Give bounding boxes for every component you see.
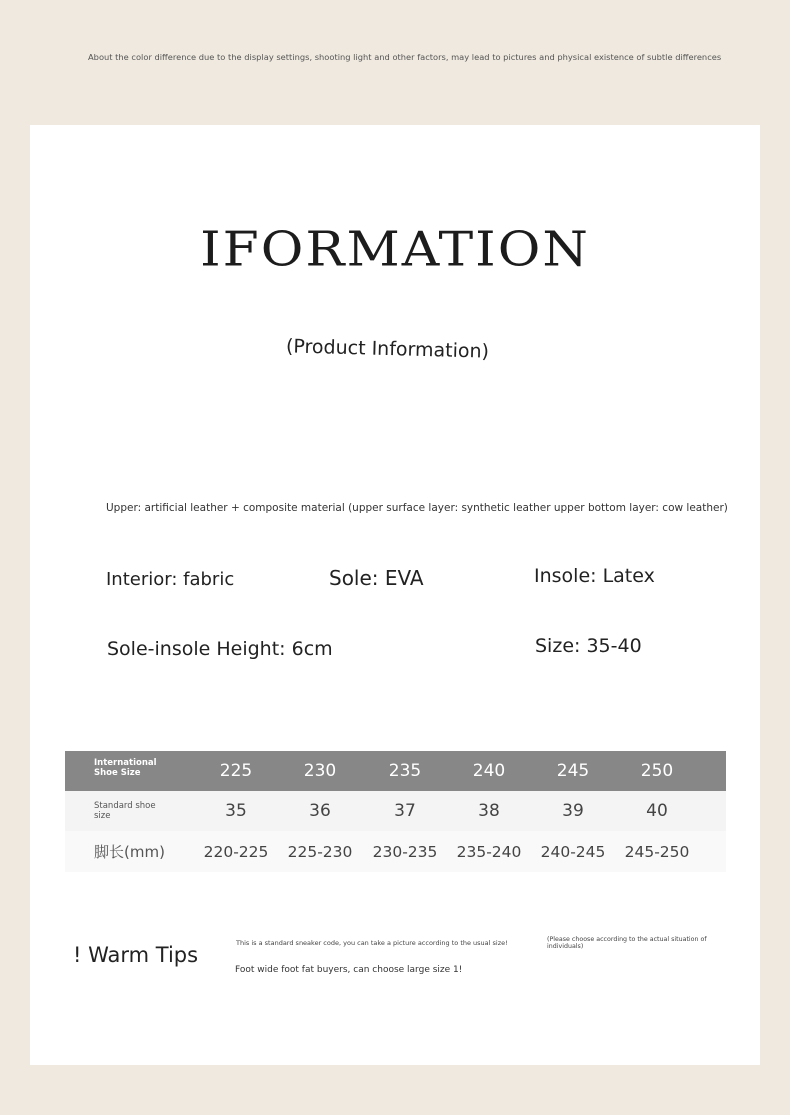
spec-upper: Upper: artificial leather + composite material (upper surface layer: synthetic leather upper bottom layer: cow leather) (106, 502, 728, 514)
size-chart-table (65, 751, 726, 872)
tip-standard-size: This is a standard sneaker code, you can take a picture according to the usual size! (236, 939, 508, 947)
table-cell: 220-225 (203, 842, 269, 861)
table-cell: 240-245 (540, 842, 606, 861)
table-cell: 35 (225, 801, 247, 821)
row-label: International Shoe Size (94, 758, 157, 778)
table-cell: 38 (478, 801, 500, 821)
color-disclaimer: About the color difference due to the display settings, shooting light and other factors, may lead to pictures and physical existence of subtle differences (88, 52, 722, 62)
table-cell: 245-250 (624, 842, 690, 861)
table-row-international (65, 751, 726, 791)
spec-interior: Interior: fabric (106, 569, 235, 590)
table-cell: 39 (562, 801, 584, 821)
row-label: 脚长(mm) (94, 843, 165, 861)
table-cell: 225 (219, 761, 253, 781)
table-cell: 245 (556, 761, 590, 781)
table-cell: 225-230 (287, 842, 353, 861)
table-row-standard (65, 791, 726, 831)
table-cell: 250 (640, 761, 674, 781)
warm-tips-title: ! Warm Tips (73, 943, 199, 967)
table-cell: 240 (472, 761, 506, 781)
spec-sole: Sole: EVA (329, 566, 424, 590)
tip-note: (Please choose according to the actual situation of individuals) (547, 936, 707, 950)
table-cell: 235 (388, 761, 422, 781)
spec-insole: Insole: Latex (534, 565, 655, 587)
tip-wide-foot: Foot wide foot fat buyers, can choose large size 1! (235, 965, 463, 975)
table-cell: 230 (303, 761, 337, 781)
table-cell: 235-240 (456, 842, 522, 861)
spec-height: Sole-insole Height: 6cm (107, 638, 333, 660)
page-title: IFORMATION (200, 222, 590, 278)
table-cell: 230-235 (372, 842, 438, 861)
table-cell: 37 (394, 801, 416, 821)
table-row-foot-length (65, 831, 726, 872)
table-cell: 36 (309, 801, 331, 821)
table-cell: 40 (646, 801, 668, 821)
spec-size: Size: 35-40 (535, 635, 642, 657)
row-label: Standard shoe size (94, 801, 156, 821)
page-subtitle: (Product Information) (285, 335, 490, 363)
